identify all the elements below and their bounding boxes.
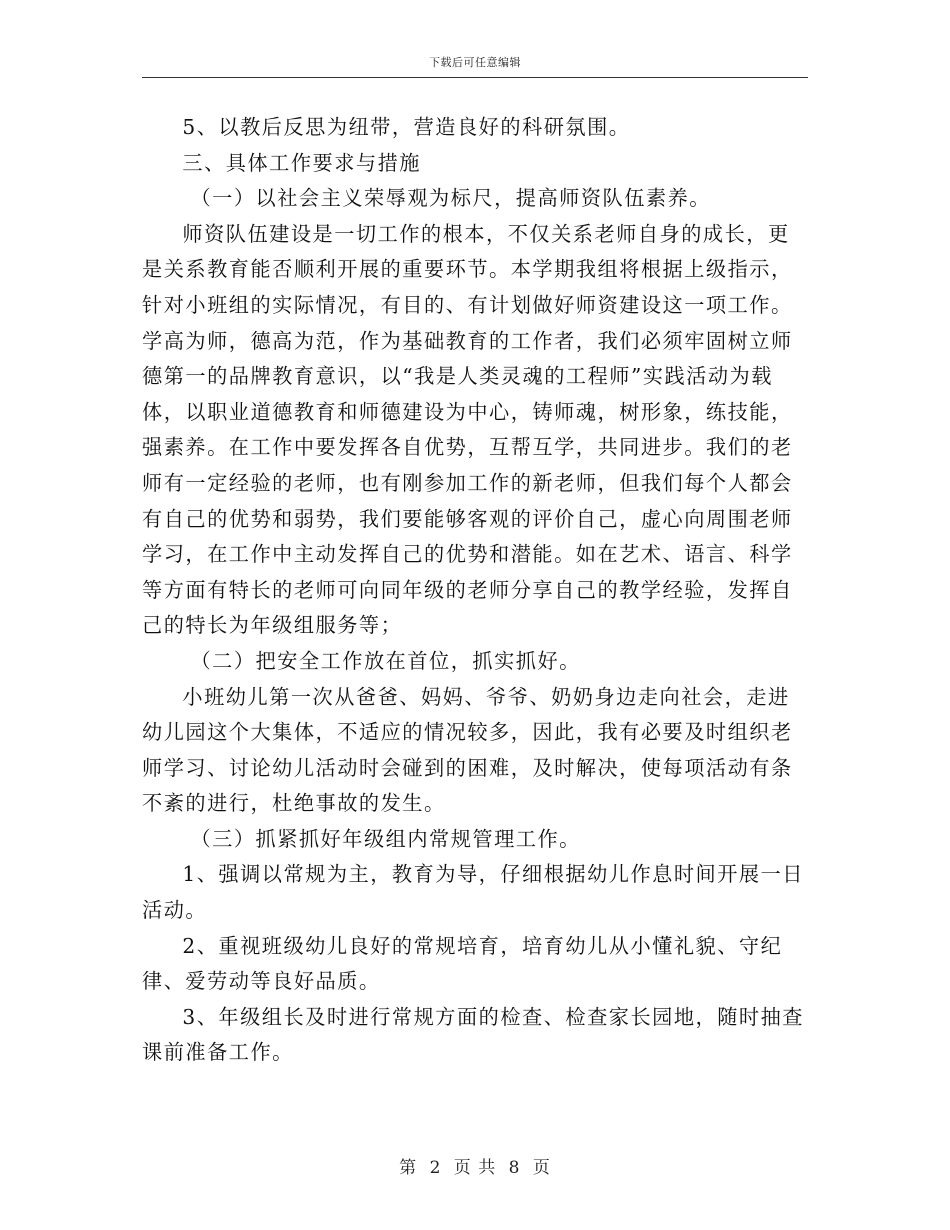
subsection-heading: （二）把安全工作放在首位，抓实抓好。: [190, 648, 581, 673]
list-item: 1、强调以常规为主，教育为导，仔细根据幼儿作息时间开展一日活动。: [142, 862, 804, 923]
total-page-count: 8: [508, 1158, 521, 1178]
paragraph: 师资队伍建设是一切工作的根本，不仅关系老师自身的成长，更是关系教育能否顺利开展的重要环节。本学期我组将根据上级指示，针对小班组的实际情况，有目的、有计划做好师资建设这一项工作。学高为师，德高为范，作为基础教育的工作者，我们必须牢固树立师德第一的品牌教育意识，以“我是人类灵魂的工程师”实践活动为载体，以职业道德教育和师德建设为中心，铸师魂，树形象，练技能，强素养。在工作中要发挥各自优势，互帮互学，共同进步。我们的老师有一定经验的老师，也有刚参加工作的新老师，但我们每个人都会有自己的优势和弱势，我们要能够客观的评价自己，虚心向周围老师学习，在工作中主动发挥自己的优势和潜能。如在艺术、语言、科学等方面有特长的老师可向同年级的老师分享自己的教学经验，发挥自己的特长为年级组服务等；: [142, 221, 793, 638]
list-item: 2、重视班级幼儿良好的常规培育，培育幼儿从小懂礼貌、守纪律、爱劳动等良好品质。: [142, 933, 783, 994]
footer-prefix: 第: [399, 1158, 418, 1178]
page-header: 下载后可任意编辑: [429, 56, 521, 69]
list-item: 3、年级组长及时进行常规方面的检查、检查家长园地，随时抽查课前准备工作。: [142, 1004, 804, 1065]
page-footer: [0, 1153, 950, 1178]
header-divider: [142, 77, 808, 78]
subsection-heading: （三）抓紧抓好年级组内常规管理工作。: [190, 826, 581, 851]
subsection-heading: （一）以社会主义荣辱观为标尺，提高师资队伍素养。: [190, 186, 711, 211]
paragraph: 5、以教后反思为纽带，营造良好的科研氛围。: [182, 115, 631, 139]
footer-middle: 页 共: [453, 1158, 497, 1178]
section-heading: 三、具体工作要求与措施: [182, 150, 421, 175]
current-page-number: 2: [429, 1158, 442, 1178]
paragraph: 小班幼儿第一次从爸爸、妈妈、爷爷、奶奶身边走向社会，走进幼儿园这个大集体，不适应的情况较多，因此，我有必要及时组织老师学习、讨论幼儿活动时会碰到的困难，及时解决，使每项活动有条不紊的进行，杜绝事故的发生。: [142, 684, 793, 816]
footer-suffix: 页: [532, 1158, 551, 1178]
document-body: [142, 110, 808, 1071]
